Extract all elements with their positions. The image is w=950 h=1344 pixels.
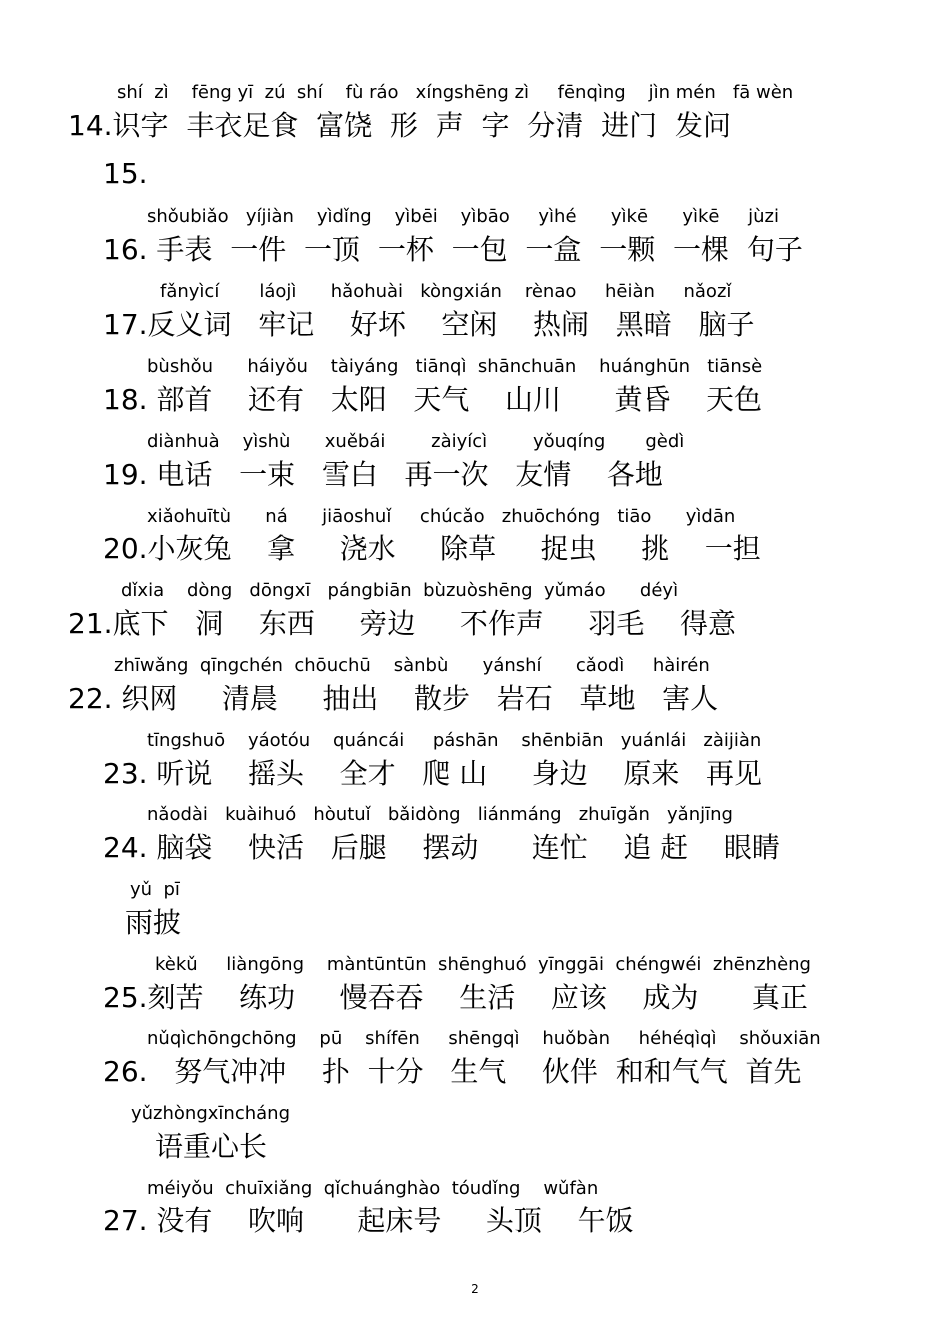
words-line-20: 20.小灰兔 拿 浇水 除草 捉虫 挑 一担 bbox=[103, 532, 761, 565]
pinyin-line-14: shí zì fēng yī zú shí fù ráo xíngshēng zì fēnqìng jìn mén fā wèn bbox=[117, 82, 794, 103]
words-line-yupi: 雨披 bbox=[125, 906, 182, 939]
pinyin-line-18: bùshǒu háiyǒu tàiyáng tiānqì shānchuān huánghūn tiānsè bbox=[147, 356, 763, 377]
pinyin-line-21: dǐxia dòng dōngxī pángbiān bùzuòshēng yǔmáo déyì bbox=[121, 580, 679, 601]
pinyin-line-16: shǒubiǎo yíjiàn yìdǐng yìbēi yìbāo yìhé yìkē yìkē jùzi bbox=[147, 206, 779, 227]
words-line-27: 27. 没有 吹响 起床号 头顶 午饭 bbox=[103, 1204, 634, 1237]
words-line-15: 15. bbox=[103, 157, 148, 190]
pinyin-line-yupi: yǔ pī bbox=[130, 879, 180, 900]
pinyin-line-26: nǔqìchōngchōng pū shífēn shēngqì huǒbàn héhéqìqì shǒuxiān bbox=[147, 1028, 821, 1049]
words-line-21: 21.底下 洞 东西 旁边 不作声 羽毛 得意 bbox=[68, 607, 736, 640]
pinyin-line-17: fǎnyìcí láojì hǎohuài kòngxián rènao hēiàn nǎozǐ bbox=[160, 281, 732, 302]
pinyin-line-22: zhīwǎng qīngchén chōuchū sànbù yánshí cǎodì hàirén bbox=[114, 655, 710, 676]
pinyin-line-27: méiyǒu chuīxiǎng qǐchuánghào tóudǐng wǔfàn bbox=[147, 1178, 599, 1199]
words-line-23: 23. 听说 摇头 全才 爬 山 身边 原来 再见 bbox=[103, 757, 763, 790]
words-line-yuzhongxinchang: 语重心长 bbox=[155, 1130, 268, 1163]
words-line-14: 14.识字 丰衣足食 富饶 形 声 字 分清 进门 发问 bbox=[68, 109, 731, 142]
words-line-24: 24. 脑袋 快活 后腿 摆动 连忙 追 赶 眼睛 bbox=[103, 831, 780, 864]
words-line-25: 25.刻苦 练功 慢吞吞 生活 应该 成为 真正 bbox=[103, 981, 808, 1014]
words-line-17: 17.反义词 牢记 好坏 空闲 热闹 黑暗 脑子 bbox=[103, 308, 755, 341]
words-line-16: 16. 手表 一件 一顶 一杯 一包 一盒 一颗 一棵 句子 bbox=[103, 233, 803, 266]
words-line-22: 22. 织网 清晨 抽出 散步 岩石 草地 害人 bbox=[68, 682, 719, 715]
pinyin-line-19: diànhuà yìshù xuěbái zàiyícì yǒuqíng gèdì bbox=[147, 431, 685, 452]
pinyin-line-24: nǎodài kuàihuó hòutuǐ bǎidòng liánmáng zhuīgǎn yǎnjīng bbox=[147, 804, 733, 825]
words-line-26: 26. 努气冲冲 扑 十分 生气 伙伴 和和气气 首先 bbox=[103, 1055, 802, 1088]
page-number: 2 bbox=[471, 1282, 479, 1296]
pinyin-line-20: xiǎohuītù ná jiāoshuǐ chúcǎo zhuōchóng tiāo yìdān bbox=[147, 506, 736, 527]
pinyin-line-23: tīngshuō yáotóu quáncái páshān shēnbiān yuánlái zàijiàn bbox=[147, 730, 762, 751]
words-line-19: 19. 电话 一束 雪白 再一次 友情 各地 bbox=[103, 458, 663, 491]
pinyin-line-yuzhongxinchang: yǔzhòngxīncháng bbox=[131, 1103, 290, 1124]
pinyin-line-25: kèkǔ liàngōng màntūntūn shēnghuó yīnggāi chéngwéi zhēnzhèng bbox=[155, 954, 811, 975]
words-line-18: 18. 部首 还有 太阳 天气 山川 黄昏 天色 bbox=[103, 383, 763, 416]
